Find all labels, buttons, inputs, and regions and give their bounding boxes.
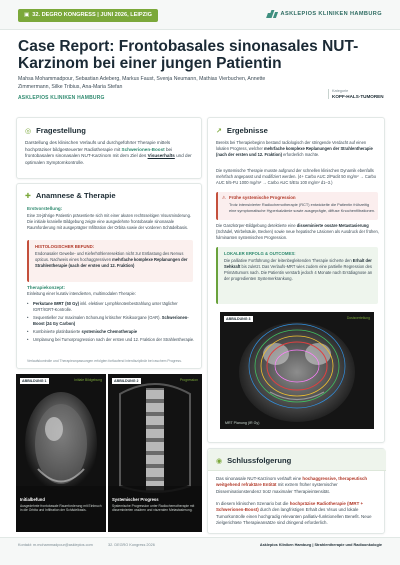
ergebnisse-heading: ↗ Ergebnisse [216,126,268,135]
lightbulb-icon: ◉ [216,457,223,465]
header-bar [0,0,400,30]
figure-caption: Initialbefund [20,497,45,502]
progression-callout [216,192,378,220]
progression-label: Frühe systemische Progression [229,195,296,200]
figure-tag: ABBILDUNG 1 [22,379,47,383]
schlussfolgerung-card [207,448,385,534]
page-title: Case Report: Frontobasales sinonasales NUT-Karzinom bei einer jungen Patientin [18,38,359,72]
fragestellung-card [16,117,202,179]
figure-corner-label: Progression [179,378,198,382]
schlussfolgerung-heading: ◉ Schlussfolgerung [216,456,292,465]
therapy-list [27,301,195,346]
erstvorstellung-label: Erstvorstellung: [27,206,63,211]
figure-caption: Systemischer Progress [112,497,159,502]
lokaler-erfolg-callout [216,247,378,304]
chart-trend-icon: ↗ [216,127,222,135]
affiliation: ASKLEPIOS KLINIKEN HAMBURG [18,95,105,101]
calendar-icon: ▣ [24,12,30,18]
anamnese-heading: ✚ Anamnese & Therapie [25,191,116,200]
figure-caption: MRT Planung (IR Gy) [225,421,260,425]
figure-corner-label: Dosisverteilung [346,316,370,320]
figure-progress [108,374,202,532]
lokaler-erfolg-label: LOKALER ERFOLG & OUTCOMES: [224,251,296,256]
therapy-item: • Perkutane IMRT (50 Gy) inkl. elektiver Lymphknotenbestrahlung unter täglicher IGRT/IGRT-Kontrolle. [27,301,195,313]
figure-corner-label: Initiale Bildgebung [74,378,102,382]
kongress-label: 32. DEGRO KONGRESS | JUNI 2026, LEIPZIG [32,12,152,18]
figure-initialbefund [16,374,106,532]
asklepios-logo-icon [267,10,277,18]
mri-planning-image [220,312,374,429]
erstvorstellung-text: Eine 34-jährige Patientin präsentierte sich mit einer akuten rechtsseitigen Visusminderung. Die initiale kranielle Bildgebung zeigte eine ausgedehnte frontobasale sinonasale Raumforderung mit ausgeprägter Infiltration der Orbita sowie der vorderen Schädelbasis. [27,213,191,230]
figure-dosisverteilung [220,312,374,429]
figure-tag: ABBILDUNG 2 [114,379,139,383]
ergebnisse-text-2: Die systemische Therapie musste aufgrund der schnellen klinischen Dynamik ebenfalls mehrfach angepasst und modifiziert werden. (4+ Carbo AUC 2/Paclit 50 mg/m² → Carbo AUC 5/5-FU 1000 mg/m² → Carbo AUC 5/Eto 100 mg/m² d1–3.) [216,168,377,185]
histologie-callout [27,240,193,282]
warning-icon: ⚠ [222,195,226,200]
author-list: Mahsa Mohammadpour, Sebastian Adeberg, Markus Faust, Svenja Neumann, Mathias Vierbuchen, Annette Zimmermann, Silke Tribius, Ana-Maria Stefan [18,76,266,90]
figure-subcaption: Ausgedehnte frontobasale Raumforderung mit Einbruch in die Orbita und Infiltration der Schädelbasis. [20,504,102,513]
therapy-item: • Umplanung bei Tumorprogression nach der ersten und 12. Fraktion der Strahlentherapie. [27,337,195,343]
histologie-label: HISTOLOGISCHER BEFUND: [35,244,95,249]
category-key: Kategorie [332,89,349,93]
anamnese-card [16,183,202,369]
schlussfolgerung-text-2: In diesem klinischen Szenario bot die hochpräzise Radiotherapie (IMRT + Schwerionen-Boost) durch den langfristigen Erhalt des Visus und lokale Tumorkontrolle einen hochgradig relevanten palliativ-funktionellen Benefit. Neue zielgerichtete Therapieansätze sind dringend erforderlich. [216,501,372,525]
footer-contact: Kontakt: m.mohammadpour@asklepios.com [18,543,93,547]
footer-institution: Asklepios Kliniken Hamburg | Strahlentherapie und Radioonkologie [259,543,382,547]
fragestellung-text: Darstellung des klinischen Verlaufs und durchgeführter Therapie mittels hochpräziser bildgesteuerter Radiotherapie mit Schwerionen-Boost bei frontobasalem sinonasalen NUT-Karzinom mit dem Ziel des Visuserhalts und der optimalen Symptomkontrolle. [25,140,192,165]
brand-logo [267,10,382,18]
figure-tag: ABBILDUNG 3 [226,317,251,321]
ergebnisse-text-3: Die Ganzkörper-Bildgebung detektierte eine disseminierte ossäre Metastasierung (Schädel, Wirbelsäule, Becken) sowie neue hepatische Läsionen als Ausdruck der frühen, fulminanten systemischen Progression. [216,223,379,240]
category-value: KOPF-HALS-TUMOREN [332,94,384,99]
therapiekonzept-text: Einleitung einer kurativ intendierten, multimodalen Therapie: [27,291,136,296]
figure-subcaption: Systemische Progression unter Radiochemotherapie mit disseminierten ossären und viszeralen Metastasierung. [112,504,195,513]
ergebnisse-text-1: Bereits bei Therapiebeginn bestand radiologisch der stringende Verdacht auf einen lokalen Progress, welcher mehrfache komplexe Replanungen der Strahlentherapie (nach der ersten und 12. Fraktion) erforderlich machte. [216,140,373,157]
footnote: Verlaufskontrolle und Therapieanpassungen erfolgten fortlaufend interdisziplinär bei raschem Progress. [27,359,182,363]
progression-text: Trotz intensivierter Radiochemotherapie (RCT) entwickelte die Patientin frühzeitig eine symptomatische Hyperkalzämie sowie ausgeprägte, diffuse Knochenfiltrationen. [229,202,376,213]
fragestellung-heading: ◎ Fragestellung [25,126,86,135]
category-block [328,89,384,99]
footer-meeting: 32. DEGRO Kongress 2026 [108,543,155,547]
kongress-badge [18,9,158,22]
footer [0,537,400,565]
therapiekonzept-label: Therapiekonzept: [27,285,66,290]
therapy-item: • Sequentieller zur maximalen Schonung kritischer Risikoorgane (OAR). Schwerionen-Boost (24 Gy Carbon) [27,315,195,327]
brand-name: ASKLEPIOS KLINIKEN HAMBURG [280,11,382,17]
histologie-text: Endonasaler Gewebe- und Kieferhöhlenresektion nicht zur Entlastung des Nervus opticus. Nachweis eines hochaggressiven mehrfache komplexe Replanungen der Strahlentherapie (nach der ersten und 12. Fraktion) [35,251,188,268]
lokaler-erfolg-text: Die palliative Fortführung der leitenbegleitenden Therapie sicherte den Erhalt der Sehkraft bis zuletzt. Das Verlaufs-MRT wies zudem eine partielle Regression des Primärtumors nach. Die Patientin verstarb jedoch 4 Monate nach Erstdiagnose an der progredienten Systemerkrankung. [224,258,373,281]
target-icon: ◎ [25,127,32,135]
stethoscope-icon: ✚ [25,192,31,200]
schlussfolgerung-text-1: Das sinonasale NUT-Karzinom verläuft eine hochaggressive, therapeutisch weitgehend refraktäre Entität mit extrem früher systemischer Disseminationstendenz trotz maximaler Therapieintensität. [216,476,368,494]
therapy-item: • Kombinierte platinbasierte systemische Chemotherapie [27,329,195,335]
